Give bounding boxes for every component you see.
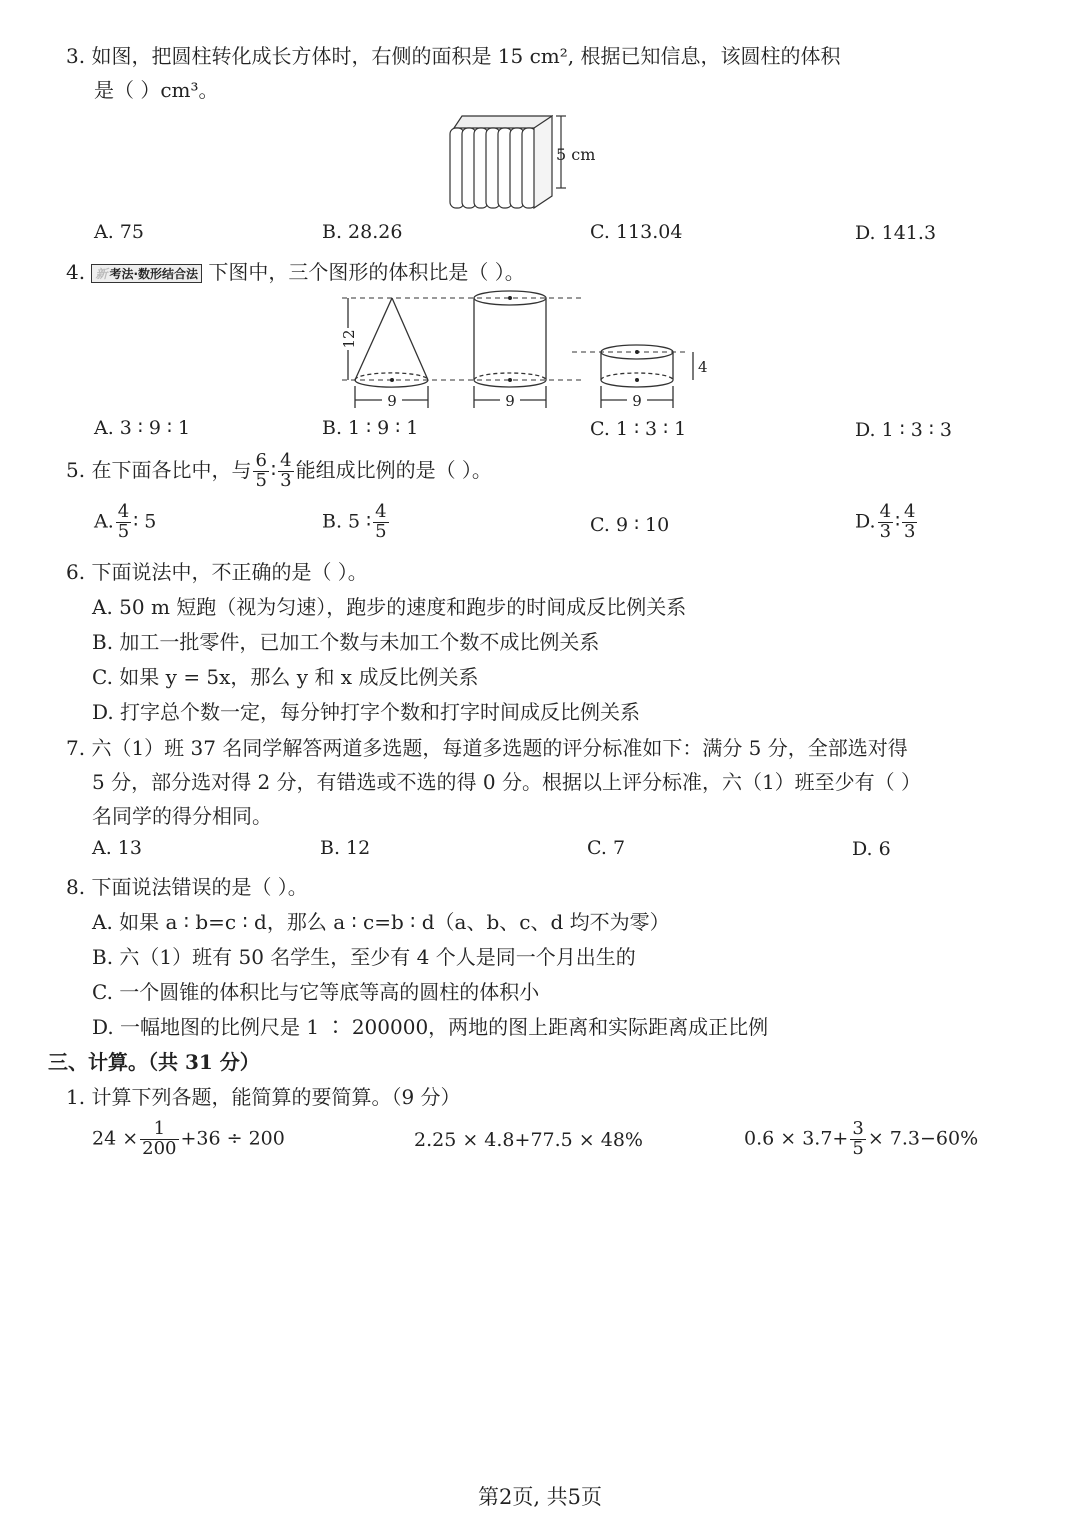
q8-stem: 8. 下面说法错误的是（ ）。 <box>66 875 308 899</box>
q5-option-d: D. $\frac{4}{3}$ ∶ $\frac{4}{3}$ <box>855 501 916 542</box>
calc-expression-3: 0.6 × 3.7+ $\frac{3}{5}$ × 7.3−60% <box>744 1118 979 1159</box>
q6-item-b: B. 加工一批零件，已加工个数与未加工个数不成比例关系 <box>92 630 600 654</box>
q5-colon: ∶ <box>270 457 277 482</box>
q8-item-d: D. 一幅地图的比例尺是 1 ∶ 200000，两地的图上距离和实际距离成正比例 <box>92 1015 769 1039</box>
section3-instruction: 1. 计算下列各题，能简算的要简算。（9 分） <box>66 1085 461 1109</box>
q6-item-a: A. 50 m 短跑（视为匀速），跑步的速度和跑步的时间成反比例关系 <box>92 595 687 619</box>
q4-label-cone-height: 12 <box>340 329 358 349</box>
q6-item-d: D. 打字总个数一定，每分钟打字个数和打字时间成反比例关系 <box>92 700 641 724</box>
q4-option-a: A. 3 ∶ 9 ∶ 1 <box>94 417 191 439</box>
q3-figure-sliced-cylinder <box>440 108 620 216</box>
q4-option-d: D. 1 ∶ 3 ∶ 3 <box>855 419 952 441</box>
q4-new-mark: 新 <box>95 267 108 281</box>
q3-option-d: D. 141.3 <box>855 222 937 244</box>
q3-label-height: 5 cm <box>556 145 596 164</box>
q7-line1: 7. 六（1）班 37 名同学解答两道多选题，每道多选题的评分标准如下：满分 5 分，全部选对得 <box>66 736 908 760</box>
q7-line2: 5 分，部分选对得 2 分，有错选或不选的得 0 分。根据以上评分标准，六（1）班至少有（ ） <box>92 770 922 794</box>
q8-item-a: A. 如果 a ∶ b=c ∶ d，那么 a ∶ c=b ∶ d（a、b、c、d 均不为零） <box>92 910 670 934</box>
q4-option-b: B. 1 ∶ 9 ∶ 1 <box>322 417 419 439</box>
q7-option-b: B. 12 <box>320 837 371 859</box>
q7-line3: 名同学的得分相同。 <box>92 804 272 828</box>
q3-option-b: B. 28.26 <box>322 221 403 243</box>
q4-label-cyl2-height: 4 <box>698 358 708 376</box>
q4-number: 4. <box>66 260 86 284</box>
q3-line2: 是（ ）cm³。 <box>94 78 219 102</box>
q7-option-d: D. 6 <box>852 838 891 860</box>
q6-stem: 6. 下面说法中，不正确的是（ ）。 <box>66 560 368 584</box>
q5-fraction-1: $\frac{6}{5}$ <box>255 450 267 491</box>
q3-option-a: A. 75 <box>94 221 144 243</box>
q4-figure-cone-cylinders <box>320 288 720 413</box>
q5-pre: 5. 在下面各比中，与 <box>66 457 252 482</box>
q5-fraction-2: $\frac{4}{3}$ <box>280 450 292 491</box>
q5-post: 能组成比例的是（ ）。 <box>295 457 492 482</box>
q4-tag-text: 考法·数形结合法 <box>109 267 199 281</box>
q4-method-tag <box>91 264 202 283</box>
q4-label-cone-diameter: 9 <box>387 392 397 410</box>
q8-item-b: B. 六（1）班有 50 名学生，至少有 4 个人是同一个月出生的 <box>92 945 636 969</box>
q4-label-cyl1-diameter: 9 <box>505 392 515 410</box>
calc-expression-1: 24 × $\frac{1}{200}$ +36 ÷ 200 <box>92 1118 285 1159</box>
q5-stem <box>66 452 492 491</box>
q3-line1: 3. 如图，把圆柱转化成长方体时，右侧的面积是 15 cm², 根据已知信息，该圆柱的体积 <box>66 44 841 68</box>
q8-item-c: C. 一个圆锥的体积比与它等底等高的圆柱的体积小 <box>92 980 540 1004</box>
q4-option-c: C. 1 ∶ 3 ∶ 1 <box>590 418 687 440</box>
q3-option-c: C. 113.04 <box>590 221 683 243</box>
q5-option-a: A. $\frac{4}{5}$ ∶ 5 <box>94 501 157 542</box>
q4-stem <box>66 256 525 285</box>
q5-option-b: B. 5 ∶ $\frac{4}{5}$ <box>322 501 387 542</box>
section3-title: 三、计算。（共 31 分） <box>48 1050 260 1074</box>
q7-option-a: A. 13 <box>92 837 142 859</box>
page-footer: 第2页, 共5页 <box>477 1485 603 1509</box>
q4-label-cyl2-diameter: 9 <box>632 392 642 410</box>
q6-item-c: C. 如果 y = 5x，那么 y 和 x 成反比例关系 <box>92 665 479 689</box>
calc-expression-2: 2.25 × 4.8+77.5 × 48% <box>414 1129 643 1151</box>
q5-option-c: C. 9 ∶ 10 <box>590 514 670 536</box>
q4-question-text: 下图中，三个图形的体积比是（ ）。 <box>208 260 525 284</box>
q7-option-c: C. 7 <box>587 837 626 859</box>
